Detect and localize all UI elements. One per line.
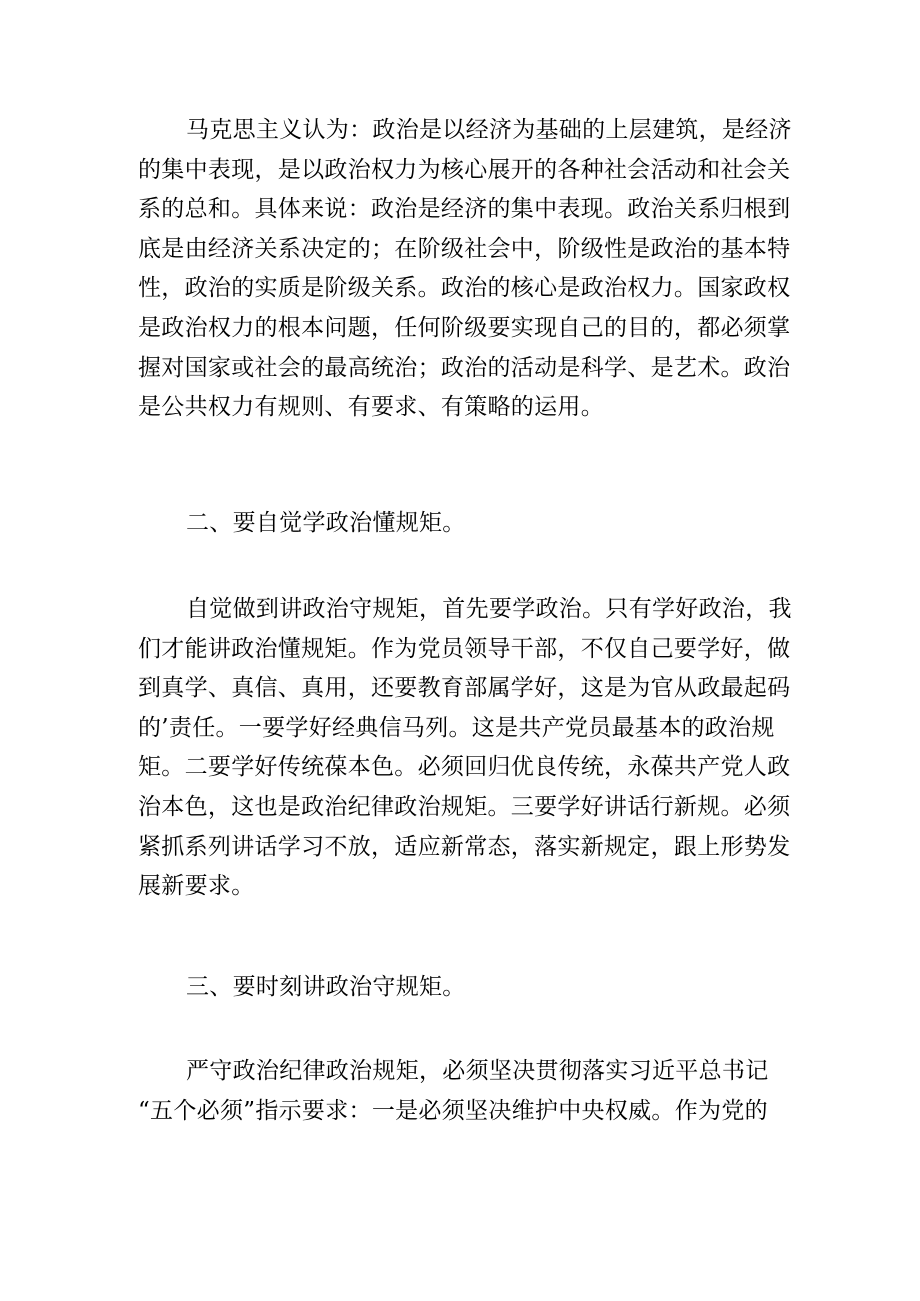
paragraph-line: 性，政治的实质是阶级关系。政治的核心是政治权力。国家政权 bbox=[138, 275, 791, 302]
paragraph-line: “五个必须”指示要求：一是必须坚决维护中央权威。作为党的 bbox=[138, 1097, 768, 1124]
paragraph-line: 的集中表现，是以政治权力为核心展开的各种社会活动和社会关 bbox=[138, 156, 791, 183]
paragraph-line: 到真学、真信、真用，还要教育部属学好，这是为官从政最起码 bbox=[138, 675, 791, 702]
paragraph-line: 系的总和。具体来说：政治是经济的集中表现。政治关系归根到 bbox=[138, 196, 791, 223]
paragraph-line: 矩。二要学好传统葆本色。必须回归优良传统，永葆共产党人政 bbox=[138, 754, 791, 781]
paragraph-line: 治本色，这也是政治纪律政治规矩。三要学好讲话行新规。必须 bbox=[138, 793, 791, 820]
paragraph-line: 们才能讲政治懂规矩。作为党员领导干部，不仅自己要学好，做 bbox=[138, 635, 791, 662]
heading-text: 三、要时刻讲政治守规矩。 bbox=[186, 974, 466, 1000]
paragraph-line: 展新要求。 bbox=[138, 873, 255, 900]
paragraph-line: 底是由经济关系决定的；在阶级社会中，阶级性是政治的基本特 bbox=[138, 235, 791, 262]
paragraph-line: 是政治权力的根本问题，任何阶级要实现自己的目的，都必须掌 bbox=[138, 314, 791, 341]
paragraph-marxism-politics bbox=[138, 111, 792, 428]
paragraph-line: 紧抓系列讲话学习不放，适应新常态，落实新规定，跟上形势发 bbox=[138, 833, 791, 860]
paragraph-line: 马克思主义认为：政治是以经济为基础的上层建筑，是经济 bbox=[186, 117, 792, 143]
paragraph-line: 严守政治纪律政治规矩，必须坚决贯彻落实习近平总书记 bbox=[186, 1058, 769, 1084]
paragraph-line: 自觉做到讲政治守规矩，首先要学政治。只有学好政治，我 bbox=[186, 596, 792, 622]
paragraph-line: 握对国家或社会的最高统治；政治的活动是科学、是艺术。政治 bbox=[138, 354, 791, 381]
paragraph-line: 是公共权力有规则、有要求、有策略的运用。 bbox=[138, 394, 604, 421]
paragraph-study-politics bbox=[138, 590, 792, 907]
section-heading-3 bbox=[138, 968, 788, 1008]
paragraph-political-discipline bbox=[138, 1052, 788, 1131]
paragraph-line: 的’责任。一要学好经典信马列。这是共产党员最基本的政治规 bbox=[138, 714, 775, 741]
heading-text: 二、要自觉学政治懂规矩。 bbox=[186, 510, 466, 536]
section-heading-2 bbox=[138, 504, 788, 544]
